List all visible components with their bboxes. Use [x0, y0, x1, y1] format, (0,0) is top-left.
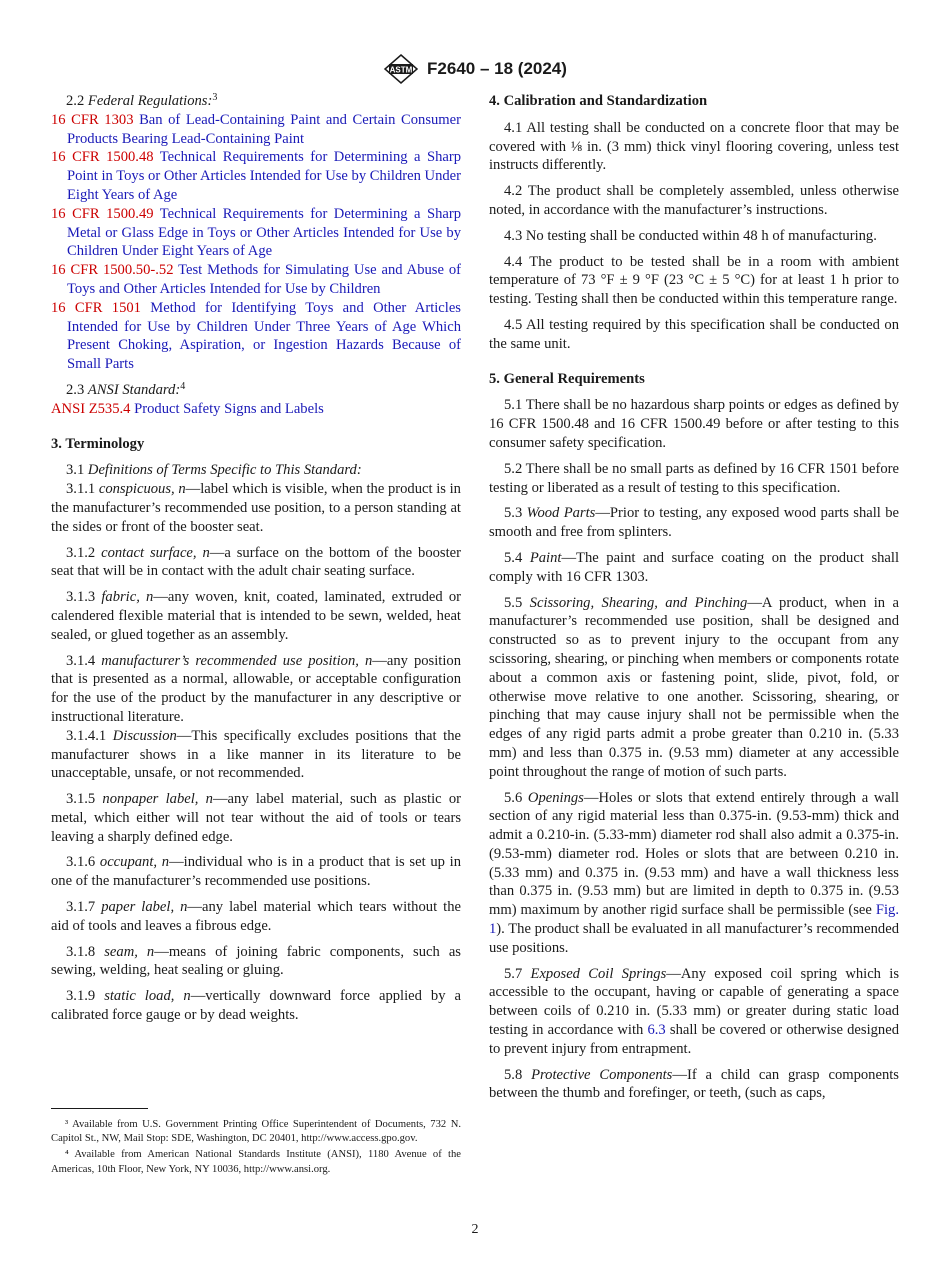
- section-3-1-heading: 3.1 Definitions of Terms Specific to This Standard:: [66, 462, 362, 479]
- reference-title[interactable]: Technical Requirements for Determining a Sharp Metal or Glass Edge in Toys or Other Articles Intended for Use by Children Under Eight Years of Age: [67, 205, 462, 260]
- definition-paragraph: 3.1.7 paper label, n—any label material which tears without the aid of tools and leaves a fibrous edge.: [51, 899, 461, 934]
- reference-code[interactable]: 16 CFR 1500.49: [51, 205, 154, 222]
- astm-logo-icon: [383, 54, 419, 84]
- definition-paragraph: 3.1.2 contact surface, n—a surface on the bottom of the booster seat that will be in contact with the adult chair seating surface.: [51, 544, 461, 580]
- paragraph-4-3: 4.3 No testing shall be conducted within 48 h of manufacturing.: [504, 227, 877, 244]
- paragraph-4-2: 4.2 The product shall be completely assembled, unless otherwise noted, in accordance with the manufacturer’s instructions.: [489, 183, 899, 218]
- definition-paragraph: 3.1.9 static load, n—vertically downward force applied by a calibrated force gauge or by dead weights.: [51, 988, 461, 1024]
- reference-title[interactable]: Method for Identifying Toys and Other Articles Intended for Use by Children Under Three Years of Age Which Present Choking, Aspiration, or Ingestion Hazards Because of Small Parts: [67, 299, 461, 373]
- page-number: 2: [471, 1222, 479, 1237]
- section-3-title: 3. Terminology: [51, 435, 145, 452]
- standard-designation: F2640 – 18 (2024): [427, 59, 567, 78]
- paragraph-5-4: 5.4 Paint—The paint and surface coating on the product shall comply with 16 CFR 1303.: [489, 549, 900, 585]
- reference-code[interactable]: 16 CFR 1500.50-.52: [51, 262, 174, 279]
- paragraph-5-8: 5.8 Protective Components—If a child can grasp components between the thumb and forefinger, or teeth, (such as caps,: [489, 1066, 899, 1102]
- section-5-title: 5. General Requirements: [489, 370, 645, 387]
- paragraph-5-7: 5.7 Exposed Coil Springs—Any exposed coil spring which is accessible to the occupant, having or capable of generating a space between coils of 0.210 in. (5.33 mm) or greater during static load testing in accordance with 6.3 shall be covered or otherwise designed to prevent injury from entrapment.: [489, 965, 899, 1057]
- footnotes: [51, 1118, 461, 1179]
- footnote-divider: [51, 1108, 148, 1109]
- reference-code[interactable]: 16 CFR 1501: [51, 299, 141, 316]
- paragraph-5-2: 5.2 There shall be no small parts as defined by 16 CFR 1501 before testing or liberated as a result of testing to this specification.: [489, 460, 899, 496]
- astm-logo-text: ASTM: [389, 65, 413, 75]
- paragraph-4-5: 4.5 All testing required by this specification shall be conducted on the same unit.: [489, 316, 899, 352]
- reference-code[interactable]: 16 CFR 1303: [51, 111, 134, 128]
- definition-paragraph: 3.1.6 occupant, n—individual who is in a product that is set up in one of the manufacturer’s recommended use positions.: [51, 854, 461, 890]
- federal-regulations-list: [51, 111, 461, 374]
- footnote-4: ⁴ Available from American National Standards Institute (ANSI), 1180 Avenue of the Americas, 10th Floor, New York, NY 10036, http://www.ansi.org.: [51, 1149, 461, 1175]
- section-2-2-heading: 2.2 Federal Regulations:$^3$: [66, 92, 218, 109]
- reference-item: [51, 111, 461, 149]
- definition-paragraph: 3.1.3 fabric, n—any woven, knit, coated, laminated, extruded or calendered flexible material that is intended to be sewn, welded, heat sealed, or glued together as an assembly.: [51, 589, 461, 643]
- section-link[interactable]: 6.3: [647, 1022, 666, 1039]
- reference-code[interactable]: ANSI Z535.4: [51, 400, 131, 417]
- reference-title[interactable]: Ban of Lead-Containing Paint and Certain Consumer Products Bearing Lead-Containing Paint: [67, 111, 461, 147]
- reference-title[interactable]: Test Methods for Simulating Use and Abuse of Toys and Other Articles Intended for Use by Children: [67, 262, 462, 297]
- paragraph-4-4: 4.4 The product to be tested shall be in a room with ambient temperature of 73 °F ± 9 °F (23 °C ± 5 °C) for at least 1 h prior to testing. Testing shall then be conducted within this temperature range.: [489, 253, 899, 308]
- discussion-paragraph: 3.1.4.1 Discussion—This specifically excludes positions that the manufacturer shows in a like manner in its literature to be unacceptable, unsafe, or not recommended.: [51, 727, 461, 782]
- paragraph-5-5: 5.5 Scissoring, Shearing, and Pinching—A product, when in a manufacturer’s recommended use position, shall be designed and constructed so as to prevent injury to the occupant from any scissoring, shearing, or pinching when members or components rotate about a common axis or fastening point, slide, pivot, fold, or otherwise move relative to one another. Scissoring, shearing, or pinching that may cause injury shall not be permissible when the edges of any rigid parts admit a probe greater than 0.210 in. (5.33 mm) and less than 0.375 in. (9.53 mm) diameter at any accessible point throughout the range of motion of such parts.: [489, 594, 899, 780]
- reference-title[interactable]: Product Safety Signs and Labels: [134, 400, 324, 417]
- reference-item: [51, 148, 461, 204]
- reference-code[interactable]: 16 CFR 1500.48: [51, 149, 154, 166]
- paragraph-5-1: 5.1 There shall be no hazardous sharp points or edges as defined by 16 CFR 1500.48 and 16 CFR 1500.49 before or after testing to this consumer safety specification.: [489, 397, 899, 451]
- definition-paragraph: 3.1.1 conspicuous, n—label which is visible, when the product is in the manufacturer’s recommended use position, to a person standing at the sides or front of the booster seat.: [51, 481, 461, 535]
- page-header: [0, 52, 950, 86]
- footnote-3: ³ Available from U.S. Government Printing Office Superintendent of Documents, 732 N. Capitol St., NW, Mail Stop: SDE, Washington, DC 20401, http://www.access.gpo.gov.: [51, 1119, 461, 1145]
- definition-paragraph: 3.1.4 manufacturer’s recommended use position, n—any position that is presented as a normal, allowable, or acceptable configuration for the use of the product by the manufacturer in any descriptive or instructional literature.: [51, 652, 461, 725]
- section-2-3-heading: 2.3 ANSI Standard:$^4$: [66, 380, 186, 398]
- definition-paragraph: 3.1.8 seam, n—means of joining fabric components, such as sewing, welding, heat sealing or gluing.: [51, 943, 461, 979]
- paragraph-4-1: 4.1 All testing shall be conducted on a concrete floor that may be covered with ⅛ in. (3 mm) thick vinyl flooring covering, unless test instructs differently.: [489, 119, 899, 174]
- reference-title[interactable]: Technical Requirements for Determining a Sharp Point in Toys or Other Articles Intended for Use by Children Under Eight Years of Age: [67, 149, 462, 203]
- right-column: [489, 92, 899, 1110]
- definition-paragraph: 3.1.5 nonpaper label, n—any label material, such as plastic or metal, which either will not tear without the aid of tools or tears leaving a sharply defined edge.: [51, 791, 461, 845]
- paragraph-5-3: 5.3 Wood Parts—Prior to testing, any exposed wood parts shall be smooth and free from splinters.: [489, 505, 899, 541]
- paragraph-5-6: 5.6 Openings—Holes or slots that extend entirely through a wall section of any rigid material less than 0.375-in. (9.53-mm) thick and admit a 0.210-in. (5.33-mm) diameter rod shall also admit a 0.375-in. (9.53-mm) diameter rod. Holes or slots that are between 0.210 in. (5.33 mm) and 0.375 in. (9.53 mm) and have a wall thickness less than 0.375 in. (9.53 mm) but are limited in depth to 0.375 in. (9.53 mm) maximum by another rigid surface shall be permissible (see Fig. 1). The product shall be evaluated in all manufacturer’s recommended use positions.: [489, 789, 899, 956]
- section-4-title: 4. Calibration and Standardization: [489, 93, 708, 109]
- figure-link[interactable]: Fig. 1: [489, 902, 899, 938]
- ansi-reference: [51, 400, 461, 419]
- reference-item: [51, 261, 461, 299]
- left-column: [51, 92, 461, 1032]
- reference-item: [51, 299, 461, 374]
- reference-item: [51, 205, 461, 261]
